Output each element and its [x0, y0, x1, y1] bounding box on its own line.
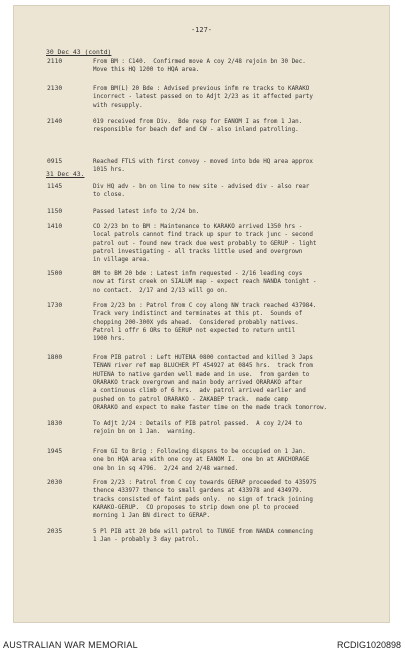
entry-time: 1145	[47, 183, 63, 190]
entry-time: 2140	[47, 118, 63, 125]
date-heading: 31 Dec 43.	[46, 170, 85, 178]
entry-time: 2030	[47, 479, 63, 486]
archive-name: AUSTRALIAN WAR MEMORIAL	[3, 640, 138, 650]
entry-time: 2130	[47, 85, 63, 92]
entry-text: BM to BM 20 bde : Latest infm requested - 2/16 leading coys now at first creek on SIALUM map - expect reach NANDA tonight - no contact. 2/17 and 2/13 will go on.	[93, 271, 317, 294]
entry-text: Passed latest info to 2/24 bn.	[93, 209, 200, 215]
entry-text: To Adjt 2/24 : Details of PIB patrol passed. A coy 2/24 to rejoin bn on 1 Jan. warning.	[93, 421, 303, 436]
footer-bar	[0, 629, 405, 653]
entry-time: 1150	[47, 208, 63, 215]
entry-text: Div HQ adv - bn on line to new site - advised div - also rear to close.	[93, 184, 310, 199]
entry-time: 1500	[47, 270, 63, 277]
page-number: -127-	[190, 26, 213, 34]
entry-time: 2110	[47, 58, 63, 65]
date-heading: 30 Dec 43 (contd)	[46, 48, 112, 56]
entry-time: 1730	[47, 302, 63, 309]
entry-text: From GI to Brig : Following dispsns to be occupied on 1 Jan. one bn HQA area with one coy at EANOM I. one bn at ANCHORAGE one bn in sq 4796. 2/24 and 2/48 warned.	[93, 449, 310, 472]
record-reference: RCDIG1020898	[336, 640, 401, 650]
entry-time: 1410	[47, 223, 63, 230]
entry-text: From BM : C140. Confirmed move A coy 2/48 rejoin bn 30 Dec. Move this HQ 1200 to HQA area.	[93, 59, 306, 74]
entry-time: 1945	[47, 448, 63, 455]
entry-text: From BM(L) 20 Bde : Advised previous infm re tracks to KARAKO incorrect - latest passed on to Adjt 2/23 as it affected party with resupply.	[93, 86, 313, 109]
entry-text: From 2/23 bn : Patrol from C coy along NW track reached 437984. Track very indistinct and terminates at this pt. Sounds of chopping 200-300X yds ahead. Considered probably natives. Patrol 1 offr 6 ORs to GERUP not expected to return until 1900 hrs.	[93, 303, 317, 343]
entry-text: 019 received from Div. Bde resp for EANOM I as from 1 Jan. responsible for beach def and CW - also inland patrolling.	[93, 119, 303, 134]
entry-text: CO 2/23 bn to BM : Maintenance to KARAKO arrived 1350 hrs - local patrols cannot find track up spur to track junc - second patrol out - found new track due west probably to GERUP - light patrol investigating - all tracks little used and overgrown in village area.	[93, 224, 317, 264]
entry-time: 1800	[47, 354, 63, 361]
entry-time: 0915	[47, 158, 63, 165]
entry-text: Reached FTLS with first convoy - moved into bde HQ area approx 1015 hrs.	[93, 159, 313, 174]
document-page	[14, 6, 389, 622]
entry-time: 1830	[47, 420, 63, 427]
entry-time: 2035	[47, 528, 63, 535]
entry-text: From PIB patrol : Left HUTENA 0800 contacted and killed 3 Japs TENAN river ref map BLUCHER PT 454927 at 0845 hrs. track from HUTENA to native garden well made and in use. from garden to ORARAKO track overgrown and main body arrived ORARAKO after a continuous climb of 6 hrs. adv patrol arrived earlier and pushed on to patrol ORARAKO - ZAKABEP track. made camp ORARAKO and expect to make faster time on the made track tomorrow.	[93, 355, 328, 412]
entry-text: 5 Pl PIB att 20 bde will patrol to TUNGE from NANDA commencing 1 Jan - probably 3 day patrol.	[93, 529, 313, 544]
entry-text: From 2/23 : Patrol from C coy towards GERAP proceeded to 435975 thence 433977 thence to small gardens at 433978 and 434979. tracks consisted of faint pads only. no sign of track joining KARAKO-GERUP. CO proposes to strip down one pl to proceed morning 1 Jan BN direct to GERAP.	[93, 480, 317, 520]
